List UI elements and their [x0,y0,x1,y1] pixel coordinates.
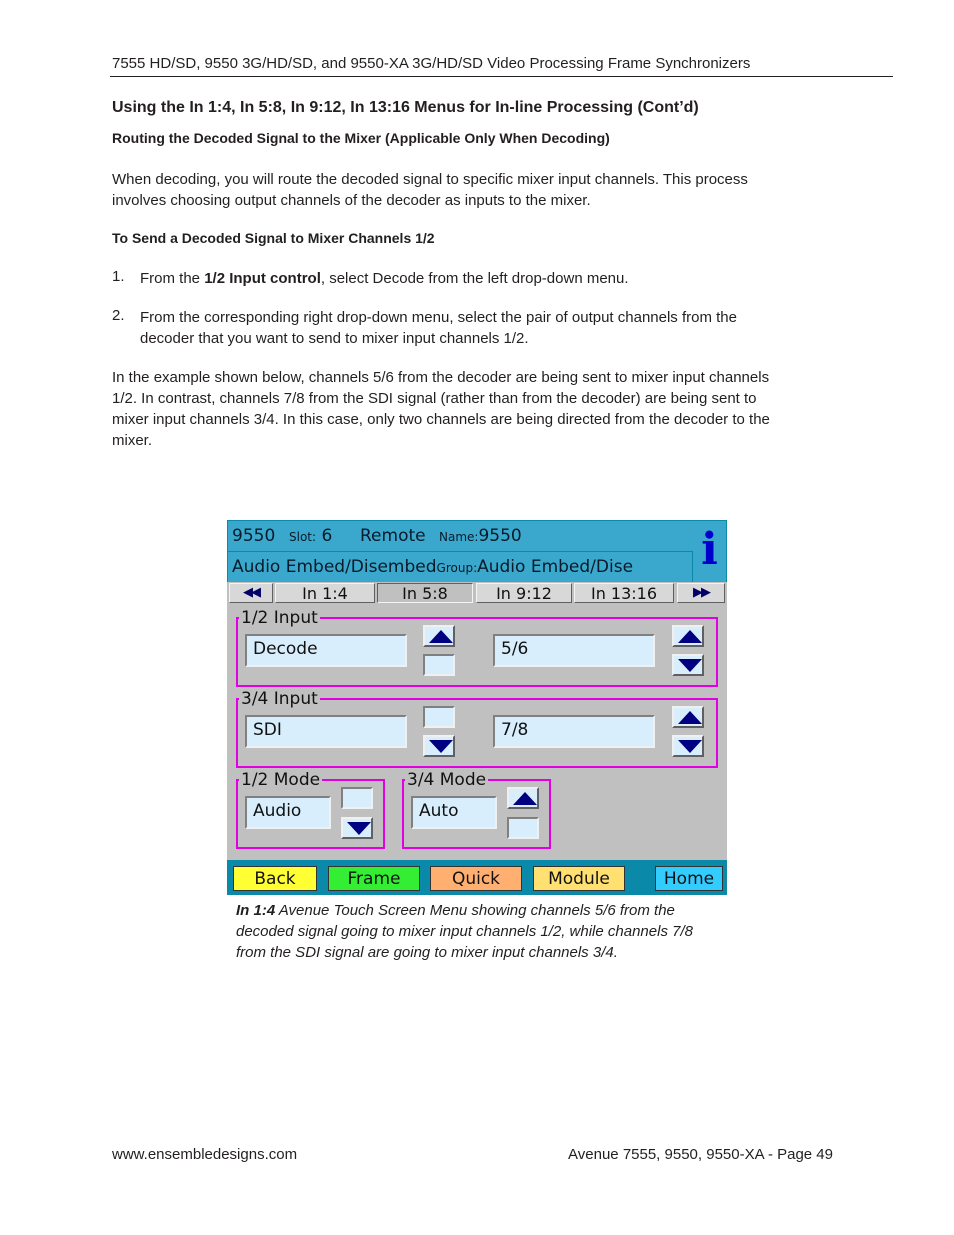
up-arrow-icon [678,711,702,724]
mode-34-down-button[interactable] [507,817,539,839]
input-34-channel-select[interactable]: 7/8 [493,715,655,748]
menu-cell [228,552,692,582]
slot-value: 6 [321,526,333,546]
input-12-channel-down-button[interactable] [672,654,704,676]
step-1-text [140,268,629,289]
screen-title-bar [227,520,727,582]
group-label: Group: [436,561,478,575]
menu-name: Audio Embed/Disembed [232,557,437,577]
example-line: In the example shown below, channels 5/6 from the decoder are being sent to mixer input channels [112,369,770,386]
input-12-channel-select[interactable]: 5/6 [493,634,655,667]
input-34-channel-down-button[interactable] [672,735,704,757]
channel-tab-bar [227,582,727,604]
example-line: 1/2. In contrast, channels 7/8 from the SDI signal (rather than from the decoder) are being sent to [112,390,757,407]
step-number: 1. [112,268,125,285]
group-value: Audio Embed/Dise [477,557,634,577]
footer-website: www.ensembledesigns.com [112,1146,298,1163]
caption-line: decoded signal going to mixer input channels 1/2, while channels 7/8 [236,923,693,940]
intro-line: involves choosing output channels of the decoder as inputs to the mixer. [112,192,591,209]
input-12-channel-up-button[interactable] [672,625,704,647]
step-line: decoder that you want to send to mixer input channels 1/2. [140,330,529,347]
input-12-source-select[interactable]: Decode [245,634,407,667]
up-arrow-icon [678,630,702,643]
intro-line: When decoding, you will route the decoded signal to specific mixer input channels. This process [112,171,748,188]
subheading: Routing the Decoded Signal to the Mixer (Applicable Only When Decoding) [112,130,610,146]
up-arrow-icon [513,792,537,805]
navigation-bar [227,860,727,895]
input-34-source-up-button[interactable] [423,706,455,728]
figure-caption [236,900,726,963]
section-heading: Using the In 1:4, In 5:8, In 9:12, In 13:16 Menus for In-line Processing (Cont’d) [112,99,699,116]
mode-34-up-button[interactable] [507,787,539,809]
caption-bold: In 1:4 [236,902,276,919]
input-12-source-down-button[interactable] [423,654,455,676]
down-arrow-icon [678,740,702,753]
name-value: 9550 [478,526,522,546]
info-icon[interactable]: i [693,521,726,582]
home-button[interactable]: Home [655,866,723,891]
step-2-text [140,307,737,349]
example-paragraph [112,367,770,451]
mode-12-up-button[interactable] [341,787,373,809]
mode-12-down-button[interactable] [341,817,373,839]
slot-label: Slot: [289,530,317,544]
quick-button[interactable]: Quick [430,866,522,891]
name-label: Name: [439,530,479,544]
mode-label: Remote [356,521,432,551]
module-button[interactable]: Module [533,866,625,891]
tab-in-1-4[interactable]: In 1:4 [275,583,375,603]
footer-page-number: Avenue 7555, 9550, 9550-XA - Page 49 [568,1146,833,1163]
tab-in-13-16[interactable]: In 13:16 [574,583,674,603]
slot-cell [285,521,357,551]
name-cell [431,521,701,551]
example-line: mixer. [112,432,153,449]
caption-line: from the SDI signal are going to mixer input channels 3/4. [236,944,618,961]
down-arrow-icon [347,822,371,835]
caption-text: Avenue Touch Screen Menu showing channels 5/6 from the [275,902,675,919]
example-line: mixer input channels 3/4. In this case, only two channels are being directed from the decoder to the [112,411,770,428]
next-tabs-icon[interactable]: ▶▶ [677,583,725,603]
procedure-heading: To Send a Decoded Signal to Mixer Channels 1/2 [112,230,435,246]
step-line: From the corresponding right drop-down menu, select the pair of output channels from the [140,309,737,326]
touch-screen [227,520,727,895]
down-arrow-icon [678,659,702,672]
intro-paragraph [112,169,748,211]
mode-12-select[interactable]: Audio [245,796,331,829]
back-button[interactable]: Back [233,866,317,891]
tab-in-9-12[interactable]: In 9:12 [476,583,572,603]
input-34-channel-up-button[interactable] [672,706,704,728]
frame-button[interactable]: Frame [328,866,420,891]
mode-12-label: 1/2 Mode [241,770,321,790]
input-12-label: 1/2 Input [241,608,318,628]
down-arrow-icon [429,740,453,753]
step-number: 2. [112,307,125,324]
input-34-label: 3/4 Input [241,689,318,709]
step-control-name: 1/2 Input control [204,270,321,287]
up-arrow-icon [429,630,453,643]
model-label: 9550 [228,521,286,551]
page-header: 7555 HD/SD, 9550 3G/HD/SD, and 9550-XA 3G/HD/SD Video Processing Frame Synchronizers [112,55,751,72]
input-34-source-down-button[interactable] [423,735,455,757]
caption-line [236,900,726,921]
mode-34-label: 3/4 Mode [407,770,487,790]
step-text: , select Decode from the left drop-down menu. [320,270,629,287]
mode-34-select[interactable]: Auto [411,796,497,829]
header-rule [110,76,893,77]
tab-in-5-8[interactable]: In 5:8 [377,583,473,603]
input-34-source-select[interactable]: SDI [245,715,407,748]
prev-tabs-icon[interactable]: ◀◀ [229,583,273,603]
step-text: From the [140,270,205,287]
input-12-source-up-button[interactable] [423,625,455,647]
